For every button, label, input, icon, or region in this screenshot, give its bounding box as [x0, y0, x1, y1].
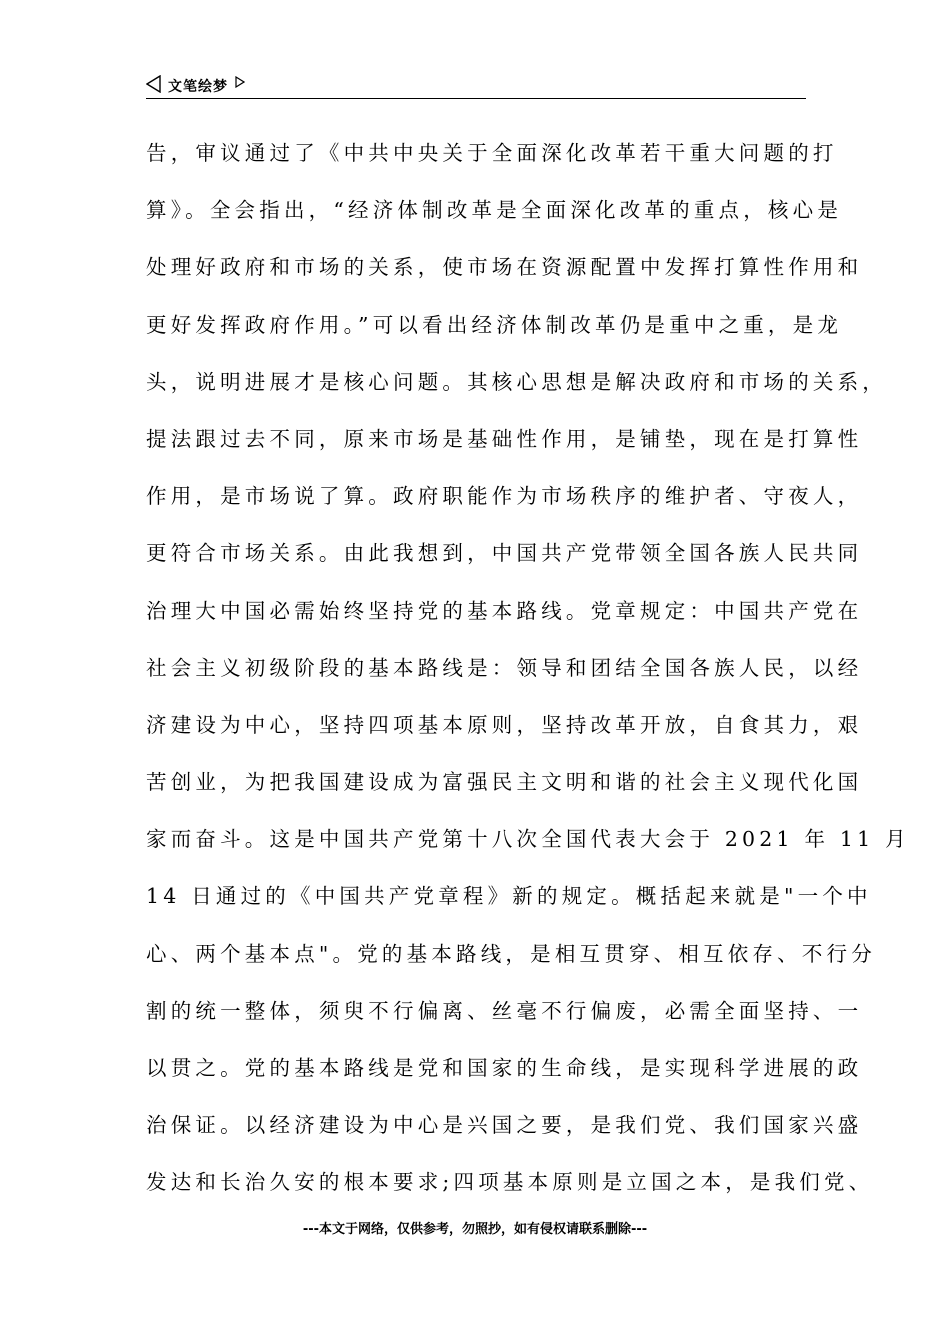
footer-disclaimer: ---本文于网络，仅供参考，勿照抄，如有侵权请联系删除---	[302, 1222, 648, 1237]
text-line: 济建设为中心，坚持四项基本原则，坚持改革开放，自食其力，艰	[146, 712, 863, 737]
text-line: 治保证。以经济建设为中心是兴国之要，是我们党、我们国家兴盛	[146, 1113, 863, 1138]
text-line: 以贯之。党的基本路线是党和国家的生命线，是实现科学进展的政	[146, 1056, 863, 1080]
text-line: 更符合市场关系。由此我想到，中国共产党带领全国各族人民共同	[146, 541, 863, 566]
text-line: 心、两个基本点"。党的基本路线，是相互贯穿、相互依存、不行分	[146, 941, 876, 966]
text-line: 14 日通过的《中国共产党章程》新的规定。概括起来就是"一个中	[146, 884, 872, 909]
text-line: 更好发挥政府作用。”可以看出经济体制改革仍是重中之重，是龙	[146, 312, 843, 337]
text-line: 提法跟过去不同，原来市场是基础性作用，是铺垫，现在是打算性	[146, 426, 863, 451]
triangle-left-outline-icon	[146, 75, 162, 93]
text-line: 发达和长治久安的根本要求;四项基本原则是立国之本，是我们党、	[146, 1170, 874, 1195]
text-line: 治理大中国必需始终坚持党的基本路线。党章规定：中国共产党在	[146, 598, 863, 623]
text-line: 处理好政府和市场的关系，使市场在资源配置中发挥打算性作用和	[146, 255, 863, 280]
text-line: 作用，是市场说了算。政府职能作为市场秩序的维护者、守夜人，	[146, 484, 863, 509]
text-line: 苦创业，为把我国建设成为富强民主文明和谐的社会主义现代化国	[146, 770, 863, 795]
page-header	[146, 72, 806, 99]
text-line: 家而奋斗。这是中国共产党第十八次全国代表大会于 2021 年 11 月	[146, 827, 910, 852]
text-line: 算》。全会指出，“经济体制改革是全面深化改革的重点，核心是	[146, 198, 843, 223]
text-line: 告，审议通过了《中共中央关于全面深化改革若干重大问题的打	[146, 141, 838, 165]
document-body	[146, 133, 910, 1220]
text-line: 割的统一整体，须臾不行偏离、丝毫不行偏废，必需全面坚持、一	[146, 998, 863, 1023]
triangle-right-outline-icon	[235, 76, 245, 88]
text-line: 头，说明进展才是核心问题。其核心思想是解决政府和市场的关系，	[146, 369, 887, 394]
text-line: 社会主义初级阶段的基本路线是：领导和团结全国各族人民，以经	[146, 655, 863, 680]
header-title: 文笔绘梦	[168, 79, 228, 95]
